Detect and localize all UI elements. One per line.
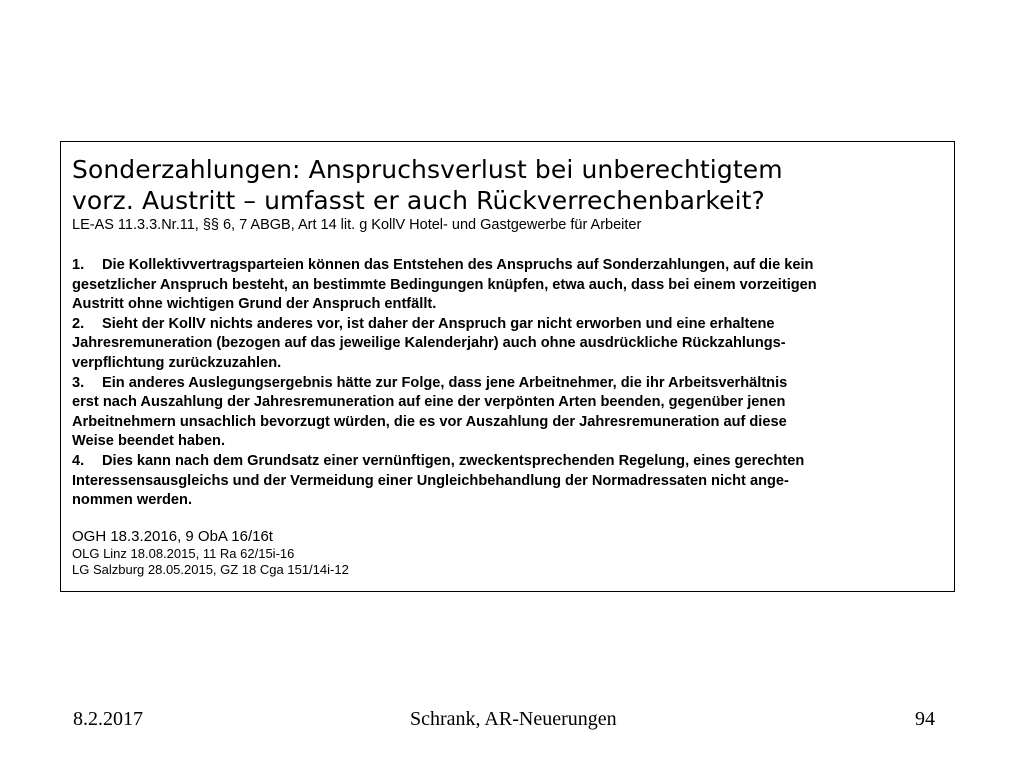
point-line: Austritt ohne wichtigen Grund der Anspruch entfällt.	[72, 296, 437, 313]
point-1	[72, 256, 944, 315]
footer-author: Schrank, AR-Neuerungen	[410, 708, 617, 730]
points-list	[72, 256, 944, 511]
point-line: Weise beendet haben.	[72, 433, 226, 450]
point-line: verpflichtung zurückzuzahlen.	[72, 354, 282, 371]
page-number: 94	[915, 708, 935, 730]
point-line: Dies kann nach dem Grundsatz einer vernünftigen, zweckentsprechenden Regelung, eines gerechten	[102, 452, 805, 469]
point-number: 1.	[72, 257, 85, 273]
point-number: 2.	[72, 315, 85, 332]
court-decision-olg: OLG Linz 18.08.2015, 11 Ra 62/15i-16	[72, 545, 295, 561]
point-line: nommen werden.	[72, 492, 193, 509]
point-number: 4.	[72, 452, 85, 469]
point-line: gesetzlicher Anspruch besteht, an bestimmte Bedingungen knüpfen, etwa auch, dass bei einem vorzeitigen	[72, 276, 817, 293]
point-3	[72, 374, 944, 452]
court-decision-main: OGH 18.3.2016, 9 ObA 16/16t	[72, 527, 273, 545]
court-decision-lg: LG Salzburg 28.05.2015, GZ 18 Cga 151/14i-12	[72, 561, 349, 577]
point-line: Sieht der KollV nichts anderes vor, ist daher der Anspruch gar nicht erworben und eine erhaltene	[102, 315, 775, 332]
point-line: Arbeitnehmern unsachlich bevorzugt würden, die es vor Auszahlung der Jahresremuneration auf diese	[72, 413, 787, 430]
point-line: Ein anderes Auslegungsergebnis hätte zur Folge, dass jene Arbeitnehmer, die ihr Arbeitsverhältnis	[102, 374, 788, 391]
content-box	[60, 141, 955, 592]
point-line: Interessensausgleichs und der Vermeidung einer Ungleichbehandlung der Normadressaten nicht ange-	[72, 472, 789, 489]
title-line-2: vorz. Austritt – umfasst er auch Rückverrechenbarkeit?	[72, 186, 765, 215]
slide-title	[72, 154, 944, 216]
point-line: Die Kollektivvertragsparteien können das Entstehen des Anspruchs auf Sonderzahlungen, auf die kein	[102, 257, 814, 273]
footer-date: 8.2.2017	[73, 708, 143, 730]
point-2	[72, 315, 944, 374]
point-line: erst nach Auszahlung der Jahresremuneration auf eine der verpönten Arten beenden, gegenüber jenen	[72, 394, 786, 411]
point-line: Jahresremuneration (bezogen auf das jeweilige Kalenderjahr) auch ohne ausdrückliche Rückzahlungs-	[72, 335, 786, 352]
title-line-1: Sonderzahlungen: Anspruchsverlust bei unberechtigtem	[72, 155, 783, 184]
point-4	[72, 452, 944, 511]
legal-reference: LE-AS 11.3.3.Nr.11, §§ 6, 7 ABGB, Art 14 lit. g KollV Hotel- und Gastgewerbe für Arbeiter	[72, 217, 642, 233]
point-number: 3.	[72, 374, 85, 391]
